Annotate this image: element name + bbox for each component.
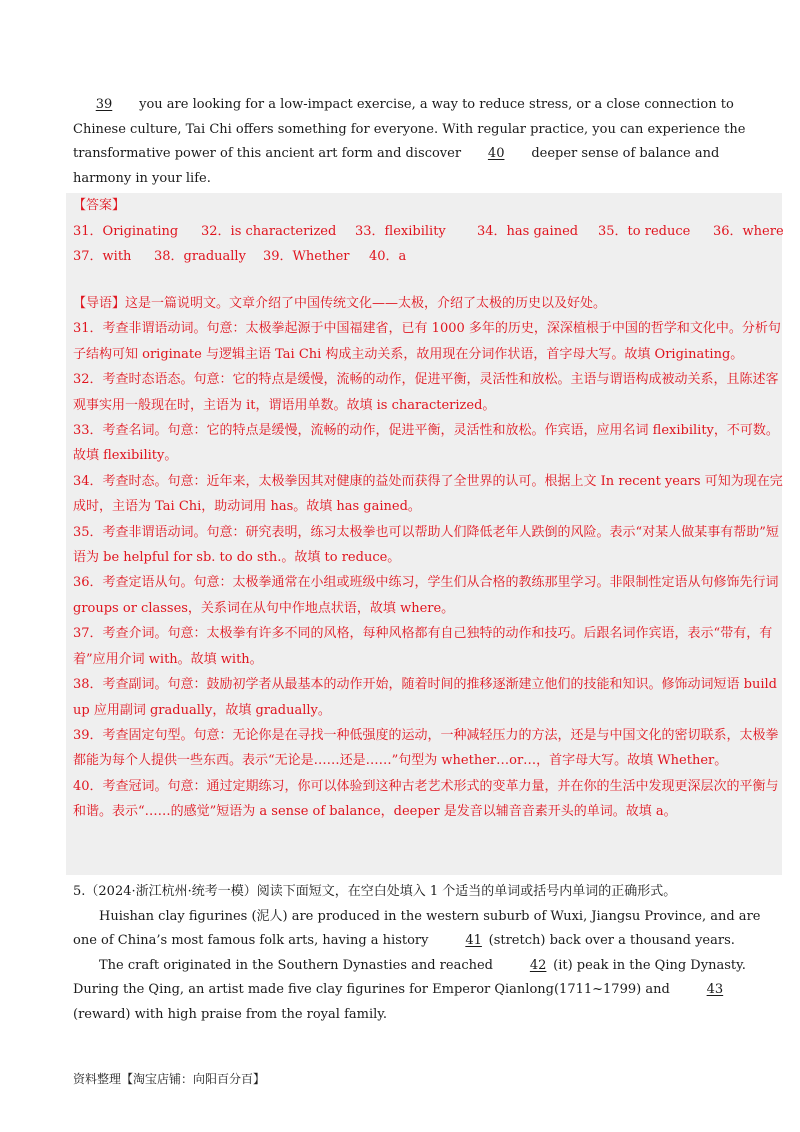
- q5-paragraph-2: [73, 954, 781, 1028]
- explanation-35: 35．考查非谓语动词。句意：研究表明，练习太极拳也可以帮助人们降低老年人跌倒的风险。表示“对某人做某事有帮助”短语为 be helpful for sb. to do sth.。故填 to reduce。: [73, 524, 779, 566]
- guide-intro: 【导语】这是一篇说明文。文章介绍了中国传统文化——太极，介绍了太极的历史以及好处。: [73, 296, 607, 311]
- explanation-33: 33．考查名词。句意：它的特点是缓慢，流畅的动作，促进平衡，灵活性和放松。作宾语，应用名词 flexibility，不可数。故填 flexibility。: [73, 423, 779, 464]
- answer-35: 35．to reduce: [598, 224, 691, 239]
- blank-43: 43: [706, 982, 724, 997]
- q5-text-2a: The craft originated in the Southern Dynasties and reached: [99, 957, 498, 973]
- answer-36: 36．where: [713, 224, 784, 239]
- question-5-header: 5.（2024·浙江杭州·统考一模）阅读下面短文，在空白处填入 1 个适当的单词或括号内单词的正确形式。: [73, 884, 677, 899]
- explanation-36: 36．考查定语从句。句意：太极拳通常在小组或班级中练习，学生们从合格的教练那里学习。非限制性定语从句修饰先行词 groups or classes，关系词在从句中作地点状语，故填 where。: [73, 575, 779, 616]
- answer-40: 40．a: [369, 249, 407, 264]
- answer-38: 38．gradually: [154, 249, 246, 264]
- explanation-32: 32．考查时态语态。句意：它的特点是缓慢，流畅的动作，促进平衡，灵活性和放松。主语与谓语构成被动关系，且陈述客观事实用一般现在时，主语为 it，谓语用单数。故填 is characterized。: [73, 372, 779, 413]
- guide-section: [73, 291, 785, 825]
- blank-41: 41: [465, 933, 482, 948]
- explanation-37: 37．考查介词。句意：太极拳有许多不同的风格，每种风格都有自己独特的动作和技巧。后跟名词作宾语，表示“带有，有着”应用介词 with。故填 with。: [73, 626, 773, 667]
- explanation-34: 34．考查时态。句意：近年来，太极拳因其对健康的益处而获得了全世界的认可。根据上文 In recent years 可知为现在完成时，主语为 Tai Chi，助动词用 has。故填 has gained。: [73, 473, 783, 515]
- explanation-38: 38．考查副词。句意：鼓励初学者从最基本的动作开始，随着时间的推移逐渐建立他们的技能和知识。修饰动词短语 build up 应用副词 gradually，故填 gradually。: [73, 677, 778, 718]
- q5-text-1b: (stretch) back over a thousand years.: [488, 933, 735, 948]
- question-5: [73, 880, 781, 1027]
- blank-40: 40: [487, 146, 505, 161]
- answer-34: 34．has gained: [477, 224, 579, 239]
- answer-39: 39．Whether: [263, 249, 350, 264]
- footer-source: 资料整理【淘宝店铺：向阳百分百】: [73, 1072, 266, 1086]
- answer-31: 31．Originating: [73, 224, 179, 239]
- q5-paragraph-1: [73, 905, 781, 954]
- explanation-39: 39．考查固定句型。句意：无论你是在寻找一种低强度的运动，一种减轻压力的方法，还是与中国文化的密切联系，太极拳都能为每个人提供一些东西。表示“无论是……还是……”句型为 whether…or…，首字母大写。故填 Whether。: [73, 727, 779, 769]
- answer-32: 32．is characterized: [201, 224, 337, 239]
- q5-text-1a: Huishan clay figurines (泥人) are produced in the western suburb of Wuxi, Jiangsu Province, and are one of China’s most famous folk arts, having a history: [73, 908, 761, 948]
- answer-33: 33．flexibility: [355, 224, 446, 239]
- blank-39: 39: [95, 97, 113, 112]
- answer-37: 37．with: [73, 249, 132, 264]
- blank-42: 42: [529, 957, 547, 973]
- q5-text-2c: (reward) with high praise from the royal family.: [73, 1006, 388, 1022]
- answer-title: 【答案】: [73, 198, 126, 213]
- q5-text-2b: (it) peak in the Qing Dynasty. During the Qing, an artist made five clay figurines for Emperor Qianlong(1711~1799) and: [73, 957, 746, 997]
- explanation-40: 40．考查冠词。句意：通过定期练习，你可以体验到这种古老艺术形式的变革力量，并在你的生活中发现更深层次的平衡与和谐。表示“……的感觉”短语为 a sense of balance，deeper 是发音以辅音音素开头的单词。故填 a。: [73, 778, 779, 820]
- passage-text-a: you are looking for a low-impact exercise, a way to reduce stress, or a close connection to Chinese culture, Tai Chi offers something for everyone. With regular practice, you can experience the transformative power of this ancient art form and discover: [73, 97, 746, 161]
- passage-paragraph: [73, 93, 781, 191]
- explanation-31: 31．考查非谓语动词。句意：太极拳起源于中国福建省，已有 1000 多年的历史，深深植根于中国的哲学和文化中。分析句子结构可知 originate 与逻辑主语 Tai Chi 构成主动关系，故用现在分词作状语，首字母大写。故填 Originating。: [73, 321, 781, 362]
- passage-text-b: deeper sense of balance and harmony in your life.: [73, 146, 720, 186]
